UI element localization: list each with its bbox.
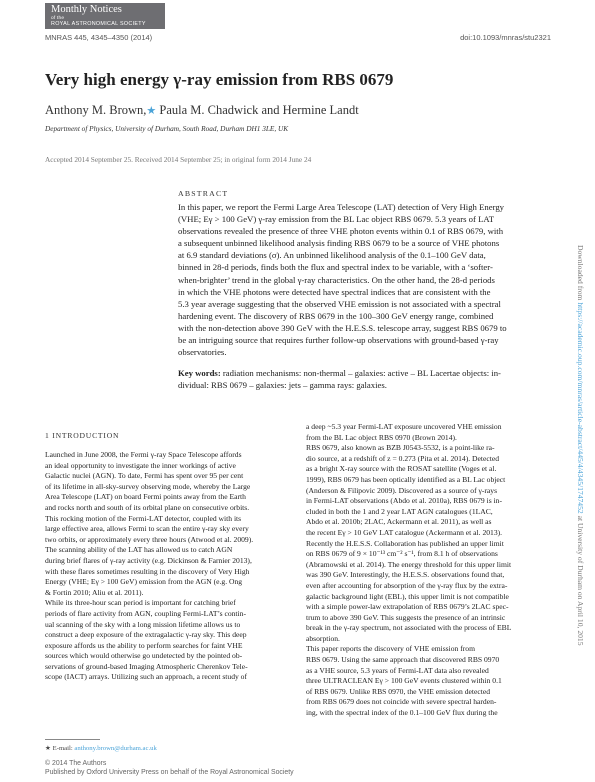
body-text-line: from the BL Lac object RBS 0970 (Brown 2014).	[306, 432, 457, 442]
author-email-link[interactable]: anthony.brown@durham.ac.uk	[74, 745, 157, 752]
body-text-line: Area Telescope (LAT) on board Fermi points away from the Earth	[45, 492, 246, 502]
body-text-line: three ULTRACLEAN Eγ > 100 GeV events clustered within 0.1	[306, 676, 502, 686]
journal-citation: MNRAS 445, 4345–4350 (2014)	[45, 33, 153, 42]
body-text-line: as a VHE source, 5.3 years of Fermi-LAT data also revealed	[306, 665, 489, 675]
body-text-line: the recent Eγ > 10 GeV LAT catalogue (Ackermann et al. 2013).	[306, 527, 503, 537]
logo-line3: ROYAL ASTRONOMICAL SOCIETY	[51, 21, 146, 27]
right-column-text	[306, 422, 551, 719]
publisher-line: Published by Oxford University Press on behalf of the Royal Astronomical Society	[45, 769, 294, 776]
body-text-line: Recently the H.E.S.S. Collaboration has published an upper limit	[306, 538, 504, 548]
author-names-first: Anthony M. Brown,	[45, 103, 147, 117]
abstract-line: observations revealed the presence of three VHE photon events within 0.1 of RBS 0679, with	[178, 226, 504, 237]
body-text-line: on RBS 0679 of 9 × 10⁻¹³ cm⁻² s⁻¹, from 8.1 h of observations	[306, 549, 498, 559]
abstract-line: in which the VHE photons were detected have spectral indices that are consistent with the	[178, 286, 491, 297]
paper-title: Very high energy γ-ray emission from RBS 0679	[45, 70, 394, 89]
body-text-line: RBS 0679. Using the same approach that discovered RBS 0970	[306, 655, 500, 665]
journal-logo	[45, 3, 165, 29]
body-text-line: in Fermi-LAT observations (Abdo et al. 2010a), RBS 0679 is in-	[306, 496, 503, 506]
logo-line2: of the	[51, 16, 65, 21]
body-text-line: break in the γ-ray spectrum, not associated with the process of EBL	[306, 623, 512, 633]
body-text-line: two orbits, or approximately every three hours (Atwood et al. 2009).	[45, 534, 254, 544]
body-text-line: sources which would otherwise go undetected by the pointed ob-	[45, 651, 243, 661]
author-names-rest: Paula M. Chadwick and Hermine Landt	[156, 103, 359, 117]
body-text-line: ual scanning of the sky with a long mission lifetime allows us to	[45, 619, 241, 629]
body-text-line: Galactic nuclei (AGN). To date, Fermi has spent over 95 per cent	[45, 471, 244, 481]
author-list	[45, 103, 359, 118]
abstract-line: a subsequent unbinned likelihood analysis finding RBS 0679 to be a source of VHE photons	[178, 238, 500, 249]
body-text-line: ing, with the spectral index of the 0.1–100 GeV flux during the	[306, 708, 498, 718]
body-text-line: servations of ground-based Imaging Atmospheric Cherenkov Tele-	[45, 661, 248, 671]
body-text-line: (Abramowski et al. 2014). The energy threshold for this upper limit	[306, 559, 512, 569]
footnote-rule	[45, 739, 100, 740]
keywords-text1: radiation mechanisms: non-thermal – galaxies: active – BL Lacertae objects: in-	[220, 368, 501, 378]
body-text-line: of RBS 0679. Unlike RBS 0970, the VHE emission detected	[306, 686, 491, 696]
abstract-body	[178, 201, 551, 358]
body-text-line: galactic background light (EBL), this upper limit is not compatible	[306, 591, 509, 601]
abstract-line: with the non-detection above 390 GeV with the H.E.S.S. telescope array, suggest RBS 0679 to	[178, 322, 507, 333]
body-text-line: This paper reports the discovery of VHE emission from	[306, 644, 475, 654]
body-text-line: Launched in June 2008, the Fermi γ-ray Space Telescope affords	[45, 450, 242, 459]
copyright-line: © 2014 The Authors	[45, 760, 107, 767]
body-text-line: construct a deep exposure of the extragalactic γ-ray sky. This deep	[45, 630, 247, 640]
body-text-line: with these flares sometimes resulting in the discovery of Very High	[45, 566, 250, 576]
body-text-line: as a bright X-ray source with the ROSAT satellite (Voges et al.	[306, 464, 497, 474]
body-text-line: a deep ~5.3 year Fermi-LAT exposure uncovered VHE emission	[306, 422, 502, 431]
sidebar-text-a: Downloaded from	[576, 245, 585, 303]
keywords-label: Key words:	[178, 368, 221, 378]
body-text-line: cluded in both the 1 and 2 year LAT AGN catalogues (1LAC,	[306, 506, 493, 516]
body-text-line: & Fortin 2010; Aliu et al. 2011).	[45, 587, 144, 597]
body-text-line: Abdo et al. 2010b; 2LAC, Ackermann et al. 2011), as well as	[306, 517, 492, 527]
body-text-line: This rocking motion of the Fermi-LAT detector, coupled with its	[45, 513, 242, 523]
footnote-email	[45, 744, 157, 752]
body-text-line: periods of flare activity from AGN, coupling Fermi-LAT’s contin-	[45, 608, 246, 618]
body-text-line: 1999), RBS 0679 has been optically identified as a BL Lac object	[306, 474, 506, 484]
body-text-line: with a simple power-law extrapolation of RBS 0679’s 2LAC spec-	[306, 602, 509, 612]
body-text-line: an ideal opportunity to investigate the inner workings of active	[45, 460, 236, 470]
footnote-prefix: ★ E-mail:	[45, 745, 75, 752]
corresponding-author-star[interactable]: ★	[146, 105, 157, 117]
abstract-line: (VHE; Eγ > 100 GeV) γ-ray emission from the BL Lac object RBS 0679. 5.3 years of LAT	[178, 214, 495, 225]
sidebar-article-link[interactable]: https://academic.oup.com/mnras/article-abstract/445/4/4345/1747452	[576, 302, 585, 514]
body-text-line: RBS 0679, also known as BZB J0543-5532, is a point-like ra-	[306, 443, 495, 453]
body-text-line: exposure affords us the ability to perform searches for faint VHE	[45, 640, 243, 650]
body-text-line: absorption.	[306, 633, 340, 643]
received-accepted-dates: Accepted 2014 September 25. Received 2014 September 25; in original form 2014 June 24	[45, 155, 312, 164]
keywords-line2: dividual: RBS 0679 – galaxies: jets – gamma rays: galaxies.	[178, 380, 387, 390]
keywords	[178, 367, 551, 391]
abstract-line: binned in 28-d periods, finds both the flux and spectral index to be variable, with a ‘softer-	[178, 262, 493, 273]
abstract-line: In this paper, we report the Fermi Large Area Telescope (LAT) detection of Very High Energy	[178, 202, 505, 212]
abstract-line: be an intriguing source that requires further follow-up observations with ground-based γ-ray	[178, 335, 499, 346]
abstract-heading: ABSTRACT	[178, 189, 229, 198]
logo-line1: Monthly Notices	[51, 4, 122, 15]
abstract-line: hardening event. The discovery of RBS 0679 in the 100–300 GeV energy range, combined	[178, 310, 494, 321]
abstract-line: observatories.	[178, 347, 227, 358]
abstract-line: when-brighter’ trend in the global γ-ray characteristics. On the other hand, the 28-d periods	[178, 274, 495, 285]
sidebar-text-b: at University of Durham on April 10, 2015	[576, 513, 585, 646]
affiliation: Department of Physics, University of Durham, South Road, Durham DH1 3LE, UK	[45, 124, 289, 133]
download-sidebar	[576, 245, 585, 646]
body-text-line: of its lifetime in all-sky-survey observing mode, whereby the Large	[45, 481, 251, 491]
body-text-line: The scanning ability of the LAT has allowed us to catch AGN	[45, 545, 233, 555]
article-doi[interactable]: doi:10.1093/mnras/stu2321	[460, 33, 551, 42]
body-text-line: large effective area, allows Fermi to scan the entire γ-ray sky every	[45, 524, 249, 534]
body-text-line: even after accounting for absorption of the γ-ray flux by the extra-	[306, 580, 508, 590]
body-text-line: from RBS 0679 does not coincide with severe spectral harden-	[306, 697, 497, 707]
body-text-line: scope (IACT) arrays. Utilizing such an approach, a recent study of	[45, 672, 248, 682]
section-heading-introduction: 1 INTRODUCTION	[45, 431, 120, 440]
keywords-line1	[178, 367, 551, 379]
body-text-line: trum to above 390 GeV. This suggests the presence of an intrinsic	[306, 612, 506, 622]
body-text-line: and rocks north and south of its orbital plane on consecutive orbits.	[45, 502, 250, 512]
body-text-line: Energy (VHE; Eγ > 100 GeV) emission from the AGN (e.g. Ong	[45, 577, 243, 587]
abstract-line: 5.3 year average suggesting that the observed VHE emission is not associated with a spectral	[178, 298, 501, 309]
body-text-line: during brief flares of γ-ray activity (e.g. Dickinson & Farnier 2013),	[45, 555, 252, 565]
abstract-line: at 6.9 standard deviations (σ). An unbinned likelihood analysis of the 0.1–100 GeV data,	[178, 250, 486, 261]
body-text-line: dio source, at a redshift of z = 0.273 (Pita et al. 2014). Detected	[306, 453, 500, 463]
body-text-line: was 390 GeV. Interestingly, the H.E.S.S. observations found that,	[306, 570, 505, 580]
body-text-line: (Anderson & Filipovic 2009). Discovered as a source of γ-rays	[306, 485, 498, 495]
body-text-line: While its three-hour scan period is important for catching brief	[45, 598, 236, 608]
left-column-text	[45, 450, 295, 683]
